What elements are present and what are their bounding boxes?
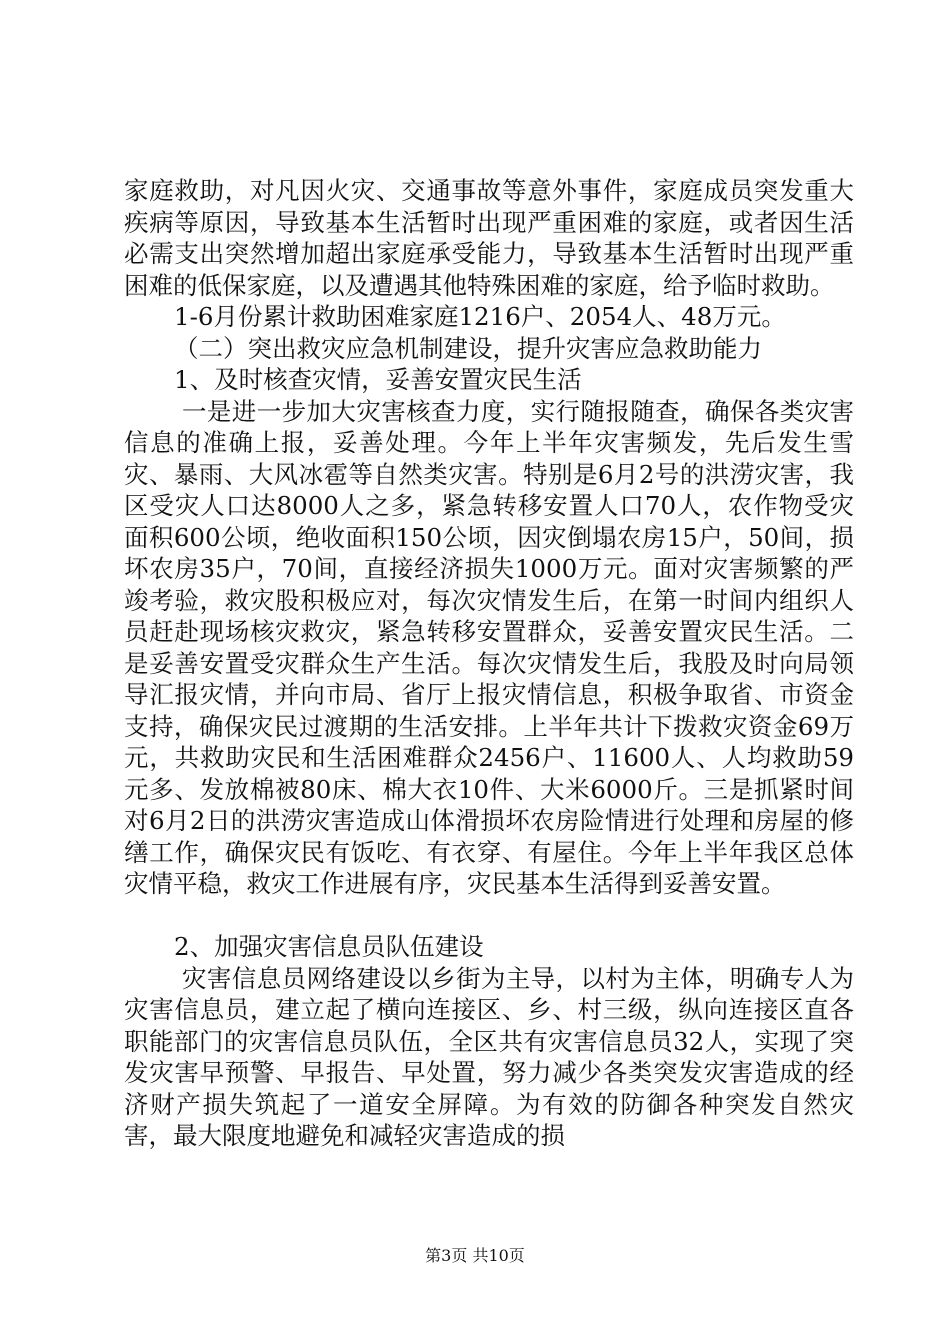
page-number-footer: 第3页 共10页: [425, 1246, 525, 1265]
paragraph-household-relief: 家庭救助，对凡因火灾、交通事故等意外事件，家庭成员突发重大疾病等原因，导致基本生活暂时出现严重困难的家庭，或者因生活必需支出突然增加超出家庭承受能力，导致基本生活暂时出现严重困难的低保家庭，以及遭遇其他特殊困难的家庭，给予临时救助。: [124, 176, 854, 300]
subheading-disaster-verification: 1、及时核查灾情，妥善安置灾民生活: [174, 365, 582, 394]
subheading-information-officers: 2、加强灾害信息员队伍建设: [174, 932, 484, 961]
section-heading-disaster-response: （二）突出救灾应急机制建设，提升灾害应急救助能力: [174, 333, 762, 363]
paragraph-relief-statistics: 1-6月份累计救助困难家庭1216户、2054人、48万元。: [174, 302, 786, 331]
paragraph-disaster-verification: 一是进一步加大灾害核查力度，实行随报随查，确保各类灾害信息的准确上报，妥善处理。今年上半年灾害频发，先后发生雪灾、暴雨、大风冰雹等自然类灾害。特别是6月2号的洪涝灾害，我区受灾人口达8000人之多，紧急转移安置人口70人，农作物受灾面积600公顷，绝收面积150公顷，因灾倒塌农房15户，50间，损坏农房35户，70间，直接经济损失1000万元。面对灾害频繁的严竣考验，救灾股积极应对，每次灾情发生后，在第一时间内组织人员赶赴现场核灾救灾，紧急转移安置群众，妥善安置灾民生活。二是妥善安置受灾群众生产生活。每次灾情发生后，我股及时向局领导汇报灾情，并向市局、省厅上报灾情信息，积极争取省、市资金支持，确保灾民过渡期的生活安排。上半年共计下拨救灾资金69万元，共救助灾民和生活困难群众2456户、11600人、人均救助59元多、发放棉被80床、棉大衣10件、大米6000斤。三是抓紧时间对6月2日的洪涝灾害造成山体滑损坏农房险情进行处理和房屋的修缮工作，确保灾民有饭吃、有衣穿、有屋住。今年上半年我区总体灾情平稳，救灾工作进展有序，灾民基本生活得到妥善安置。: [124, 396, 854, 898]
paragraph-information-officers: 灾害信息员网络建设以乡街为主导，以村为主体，明确专人为灾害信息员，建立起了横向连接区、乡、村三级，纵向连接区直各职能部门的灾害信息员队伍，全区共有灾害信息员32人，实现了突发灾害早预警、早报告、早处置，努力减少各类突发灾害造成的经济财产损失筑起了一道安全屏障。为有效的防御各种突发自然灾害，最大限度地避免和减轻灾害造成的损: [124, 963, 854, 1150]
paragraph-spacer: [124, 900, 854, 932]
document-body: [124, 175, 854, 1152]
